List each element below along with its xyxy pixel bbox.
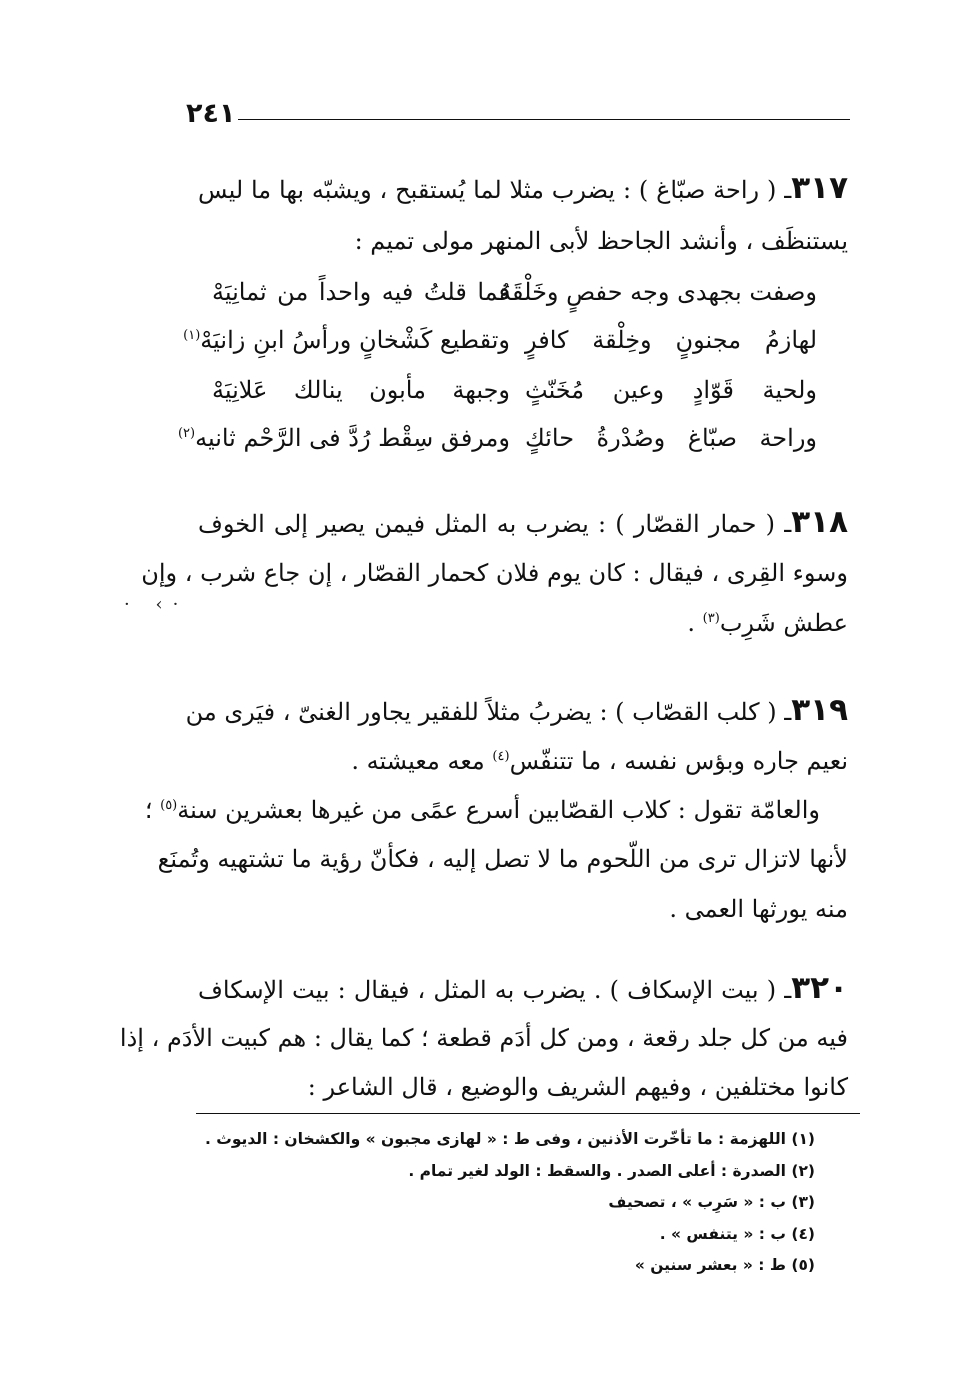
verse-3-first-hemistich: ولحية قَوّادٍ وعين مُخَنّثٍ	[525, 376, 817, 404]
entry-number: ٣١٧	[791, 170, 848, 206]
margin-mark: · ‹·	[124, 594, 189, 615]
entry-317-line-1: ٣١٧ـ ( راحة صبّاغ ) : يضرب مثلا لما يُستقبح ، ويشبّه بها ما ليس	[198, 170, 848, 206]
entry-319-line-3: والعامّة تقول : كلاب القصّابين أسرع عمًى من غيرها بعشرين سنة$^{(٥)}$ ؛	[144, 796, 820, 824]
footnote-ref: (٢)	[177, 426, 196, 441]
footnote-rule	[196, 1113, 860, 1114]
entry-319-line-5: منه يورثها العمى .	[669, 895, 848, 923]
entry-319-line-4: لأنها لاتزال ترى من اللّحوم ما لا تصل إليه ، فكأنّ رؤية ما تشتهيه وتُمنَع	[157, 845, 848, 873]
footnote-4: (٤) ب : « يتنفس » .	[659, 1225, 815, 1243]
entry-319-line-2: نعيم جاره وبؤس نفسه ، ما تتنفّس$^{(٤)}$ معه معيشته .	[351, 747, 848, 775]
verse-3-second-hemistich: وجبهة مأبون ينالك عَلانِيَهْ	[212, 376, 510, 404]
footnote-5: (٥) ط : « بعشر سنين »	[634, 1256, 815, 1274]
entry-number: ٣٢٠	[791, 970, 848, 1006]
footnote-2: (٢) الصدرة : أعلى الصدر . والسقط : الولد لغير تمام .	[408, 1162, 815, 1180]
entry-number: ٣١٩	[791, 692, 848, 728]
verse-4-first-hemistich: وراحة صبّاغ وصُدْرةُ حائكٍ	[525, 424, 817, 452]
verse-4-second-hemistich: ومرفق سِقْط رُدَّ فى الرَّحْم ثانيه$^{(٢)}$	[177, 424, 510, 452]
entry-number: ٣١٨	[791, 504, 848, 540]
verse-2-second-hemistich: وتقطيع كَشْخانٍ ورأسُ ابنِ زانيَهْ$^{(١)}$	[183, 326, 510, 354]
entry-320-line-3: كانوا مختلفين ، وفيهم الشريف والوضيع ، قال الشاعر :	[307, 1073, 848, 1101]
footnote-ref: (٣)	[702, 611, 720, 626]
verse-1-first-hemistich: وصفت بجهدى وجه حفصٍ وخَلْقَهُ	[499, 278, 817, 306]
footnote-3: (٣) ب : « سَرِب » ، تصحيف	[608, 1193, 815, 1211]
entry-318-line-1: ٣١٨ـ ( حمار القصّار ) : يضرب به المثل فيمن يصير إلى الخوف	[198, 504, 848, 540]
entry-320-line-1: ٣٢٠ـ ( بيت الإسكاف ) . يضرب به المثل ، فيقال : بيت الإسكاف	[198, 970, 848, 1006]
entry-318-line-3: عطش شَرِب$^{(٣)}$ .	[687, 609, 848, 637]
footnote-ref: (٤)	[492, 749, 510, 764]
footnote-1: (١) اللهزمة : ما تأخّرت الأذنين ، وفى ط : « لهازى مجبون » والكشخان : الديوث .	[204, 1130, 815, 1148]
page-number: ٢٤١	[186, 98, 236, 129]
entry-319-line-1: ٣١٩ـ ( كلب القصّاب ) : يضربُ مثلاً للفقير يجاور الغنىّ ، فيَرى من	[185, 692, 848, 728]
footnote-ref: (١)	[183, 328, 201, 343]
verse-1-second-hemistich: فما قلتُ فيه واحداً من ثمانِيَهْ	[212, 278, 510, 306]
entry-318-line-2: وسوء القِرى ، فيقال : كان يوم فلان كحمار القصّار ، إن جاع شرب ، وإن	[141, 559, 848, 587]
entry-317-line-2: يستنظَف ، وأنشد الجاحظ لأبى المنهر مولى تميم :	[354, 227, 848, 255]
entry-320-line-2: فيه من كل جلد رقعة ، ومن كل أدَم قطعة ؛ كما يقال : هم كبيت الأدَم ، إذا	[119, 1024, 848, 1052]
verse-2-first-hemistich: لهازمُ مجنونٍ وخِلْقة كافرٍ	[525, 326, 817, 354]
header-rule	[238, 119, 850, 120]
footnote-ref: (٥)	[160, 798, 178, 813]
